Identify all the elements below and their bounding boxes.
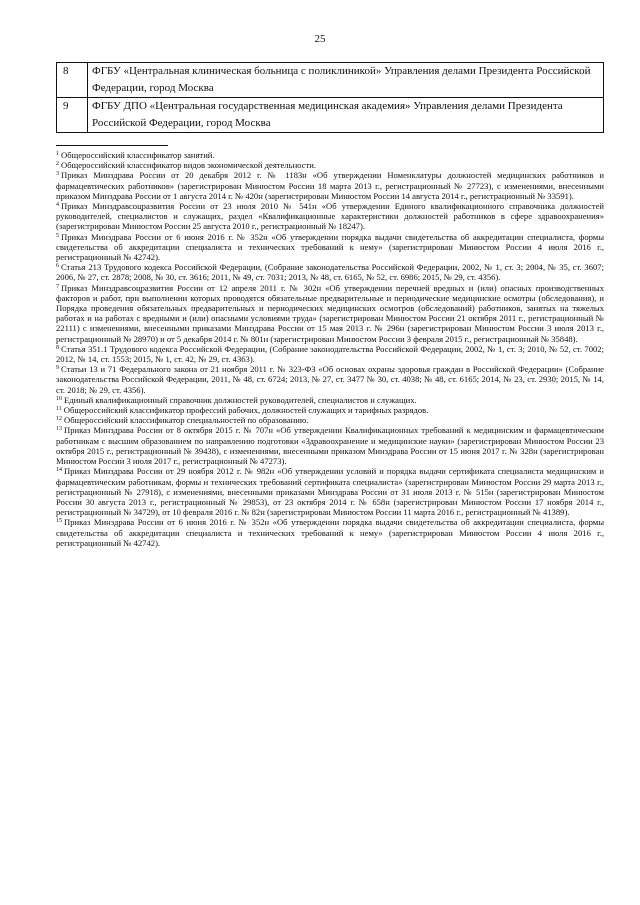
page-number: 25	[314, 33, 326, 45]
footnote	[56, 170, 604, 201]
footnote-mark: 2	[56, 161, 59, 168]
footnote-text: Статья 213 Трудового кодекса Российской Федерации, (Собрание законодательства Российской Федерации, 2002, № 1, ст. 3; 2004, № 35, ст. 3607; 2006, № 27, ст. 2878; 2008, № 30, ст. 3616; 2011, № 49, ст. 7031; 2013, № 48, ст. 6165, № 52, ст. 6986; 2015, № 29, ст. 4356).	[56, 262, 604, 283]
footnote-mark: 10	[56, 395, 62, 402]
footnote-text: Приказ Минздравсоцразвития России от 12 апреля 2011 г. № 302н «Об утверждении перечней вредных и (или) опасных производственных факторов и работ, при выполнении которых проводятся обязательные предварительные и периодические медицинские осмотры (обследования), и Порядка проведения обязательных предварительных и периодических медицинских осмотров (обследований) работников, занятых на тяжелых работах и на работах с вредными и (или) опасными условиями труда» (зарегистрирован Минюстом России 21 октября 2011 г., регистрационный № 22111) с изменениями, внесенными приказами Минздрава России от 15 мая 2013 г. № 296н (зарегистрирован Минюстом России 3 июля 2013 г., регистрационный № 28970) и от 5 декабря 2014 г. № 801н (зарегистрирован Минюстом России 3 февраля 2015 г., регистрационный № 35848).	[56, 282, 604, 344]
footnote	[56, 262, 604, 282]
organization-name: ФГБУ «Центральная клиническая больница с поликлиникой» Управления делами Президента Российской Федерации, город Москва	[88, 63, 604, 98]
footnote	[56, 395, 604, 405]
footnote-text: Общероссийский классификатор видов экономической деятельности.	[61, 160, 316, 171]
footnote-mark: 11	[56, 406, 62, 413]
footnote-text: Приказ Минздрава России от 20 декабря 2012 г. № 1183н «Об утверждении Номенклатуры должностей медицинских работников и фармацевтических работников» (зарегистрирован Минюстом России 18 марта 2013 г., регистрационный № 27723), с изменениями, внесенными приказом Минздрава России от 1 августа 2014 г. № 420н (зарегистрирован Минюстом России 14 августа 2014 г., регистрационный № 33591).	[56, 170, 604, 201]
footnote	[56, 466, 604, 517]
footnote	[56, 150, 604, 160]
footnote	[56, 425, 604, 466]
footnote-mark: 9	[56, 365, 59, 372]
footnote-mark: 12	[56, 416, 62, 423]
footnote-mark: 4	[56, 202, 59, 209]
footnote-text: Приказ Минздрава России от 29 ноября 2012 г. № 982н «Об утверждении условий и порядка выдачи сертификата специалиста медицинским и фармацевтическим работникам, формы и технических требований сертификата специалиста» (зарегистрирован Минюстом России 29 марта 2013 г., регистрационный № 27918), с изменениями, внесенными приказами Минздрава России от 31 июля 2013 г. № 515н (зарегистрирован Минюстом России 30 августа 2013 г., регистрационный № 29853), от 23 октября 2014 г. № 658н (зарегистрирован Минюстом России 17 ноября 2014 г., регистрационный № 34729), от 10 февраля 2016 г. № 82н (зарегистрирован Минюстом России 11 марта 2016 г., регистрационный № 41389).	[56, 466, 604, 518]
footnote-mark: 15	[56, 518, 62, 525]
footnote	[56, 415, 604, 425]
footnote-mark: 3	[56, 171, 59, 178]
footnote	[56, 405, 604, 415]
row-number: 9	[57, 98, 88, 133]
footnote-text: Общероссийский классификатор занятий.	[61, 150, 215, 160]
footnote-text: Общероссийский классификатор специальностей по образованию.	[64, 415, 309, 426]
footnote-text: Общероссийский классификатор профессий рабочих, должностей служащих и тарифных разрядов.	[63, 405, 429, 416]
table-row	[57, 63, 604, 98]
footnote-mark: 8	[56, 344, 59, 351]
footnote	[56, 232, 604, 263]
footnote-text: Статья 351.1 Трудового кодекса Российской Федерации, (Собрание законодательства Российской Федерации, 2002, № 1, ст. 3; 2010, № 52, ст. 7002; 2012, № 14, ст. 1553; 2015, № 1, ст. 42, № 29, ст. 4363).	[56, 343, 604, 365]
footnote-separator	[56, 145, 168, 146]
footnote-text: Приказ Минздравсоцразвития России от 23 июля 2010 № 541н «Об утверждении Единого квалификационного справочника должностей руководителей, специалистов и служащих, раздел «Квалификационные характеристики должностей работников в сфере здравоохранения» (зарегистрирован Минюстом России 25 августа 2010 г., регистрационный № 18247).	[56, 201, 604, 232]
footnote	[56, 201, 604, 232]
footnote	[56, 364, 604, 395]
footnote	[56, 517, 604, 548]
footnote-text: Приказ Минздрава России от 6 июня 2016 г. № 352н «Об утверждении порядка выдачи свидетельства об аккредитации специалиста, формы свидетельства об аккредитации специалиста и технических требований к нему» (зарегистрирован Минюстом России 4 июля 2016 г., регистрационный № 42742).	[56, 517, 604, 548]
footnote-mark: 1	[56, 151, 59, 157]
organization-name: ФГБУ ДПО «Центральная государственная медицинская академия» Управления делами Президента Российской Федерации, город Москва	[88, 98, 604, 133]
footnote-mark: 6	[56, 263, 59, 270]
footnote-mark: 5	[56, 232, 59, 239]
footnote	[56, 344, 604, 364]
footnote-mark: 13	[56, 426, 62, 433]
footnote-text: Приказ Минздрава России от 8 октября 2015 г. № 707н «Об утверждении Квалификационных требований к медицинским и фармацевтическим работникам с высшим образованием по направлению подготовки «Здравоохранение и медицинские науки» (зарегистрирован Минюстом России 23 октября 2015 г., регистрационный № 39438), с изменениями, внесенными приказом Минздрава России от 15 июня 2017 г. № 328н (зарегистрирован Минюстом России 3 июля 2017 г., регистрационный № 47273).	[56, 425, 604, 467]
footnote-mark: 14	[56, 467, 62, 474]
footnote	[56, 160, 604, 170]
footnote	[56, 283, 604, 344]
table-row	[57, 98, 604, 133]
footnote-mark: 7	[56, 283, 59, 290]
footnotes-block	[56, 150, 604, 548]
organizations-table	[56, 62, 604, 133]
footnote-text: Единый квалификационный справочник должностей руководителей, специалистов и служащих.	[64, 394, 417, 405]
row-number: 8	[57, 63, 88, 98]
organizations-table-body	[57, 63, 604, 133]
footnote-text: Статьи 13 и 71 Федерального закона от 21 ноября 2011 г. № 323-ФЗ «Об основах охраны здоровья граждан в Российской Федерации» (Собрание законодательства Российской Федерации, 2011, № 48, ст. 6724; 2013, № 27, ст. 3477 № 30, ст. 4038; № 48, ст. 6165; 2014, № 23, ст. 2930; 2015, № 14, ст. 2018; № 29, ст. 4356).	[56, 364, 604, 395]
footnote-text: Приказ Минздрава России от 6 июня 2016 г. № 352н «Об утверждении порядка выдачи свидетельства об аккредитации специалиста, формы свидетельства об аккредитации специалиста и технических требований к нему» (зарегистрирован Минюстом России 4 июля 2016 г., регистрационный № 42742).	[56, 231, 604, 263]
